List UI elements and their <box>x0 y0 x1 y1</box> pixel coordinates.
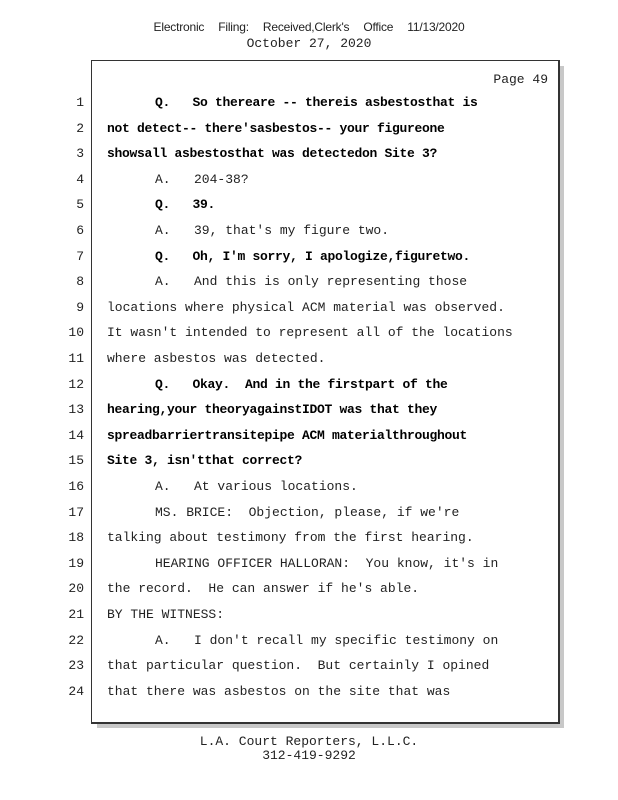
line-number: 11 <box>68 351 84 366</box>
line-number: 14 <box>68 427 84 443</box>
transcript-line <box>0 556 618 581</box>
line-number: 23 <box>68 658 84 674</box>
line-text: showsall asbestosthat was detectedon Site 3? <box>107 146 438 162</box>
transcript-line <box>0 633 618 658</box>
line-text: A. And this is only representing those <box>155 274 468 290</box>
line-text: Q. Oh, I'm sorry, I apologize,figuretwo. <box>155 248 471 264</box>
line-number: 5 <box>76 197 84 213</box>
line-number: 22 <box>68 632 84 648</box>
line-text: A. At various locations. <box>155 479 358 494</box>
line-text: talking about testimony from the first hearing. <box>107 530 474 546</box>
transcript-line <box>0 453 618 478</box>
line-number: 15 <box>68 453 84 469</box>
line-text: hearing,your theoryagainstIDOT was that they <box>107 402 438 418</box>
line-number: 1 <box>76 95 84 110</box>
line-text: Q. So thereare -- thereis asbestosthat is <box>155 95 478 110</box>
transcript-line <box>0 223 618 248</box>
transcript-line <box>0 607 618 632</box>
transcript-line <box>0 351 618 376</box>
line-number: 18 <box>68 530 84 546</box>
transcript-line <box>0 402 618 427</box>
line-text: HEARING OFFICER HALLORAN: You know, it's in <box>155 555 499 571</box>
filing-word-received: Received,Clerk's <box>262 20 350 34</box>
transcript-line <box>0 274 618 299</box>
line-text: Q. Okay. And in the firstpart of the <box>155 376 448 392</box>
transcript-line <box>0 121 618 146</box>
line-text: the record. He can answer if he's able. <box>107 581 420 597</box>
line-text: where asbestos was detected. <box>107 351 326 366</box>
transcript-line <box>0 146 618 171</box>
transcript-line <box>0 300 618 325</box>
line-number: 17 <box>68 504 84 520</box>
transcript-line <box>0 95 618 120</box>
line-text: A. 39, that's my figure two. <box>155 223 390 238</box>
line-text: Q. 39. <box>155 197 216 213</box>
line-text: It wasn't intended to represent all of the locations <box>107 325 513 341</box>
filing-word-electronic: Electronic <box>153 20 205 34</box>
line-number: 3 <box>76 146 84 162</box>
line-text: Site 3, isn'tthat correct? <box>107 453 303 469</box>
line-number: 8 <box>76 274 84 290</box>
transcript-line <box>0 197 618 222</box>
line-number: 4 <box>76 171 84 187</box>
transcript-date: October 27, 2020 <box>246 36 372 51</box>
filing-word-filing: Filing: <box>218 20 249 34</box>
line-text: not detect-- there'sasbestos-- your figureone <box>107 120 445 136</box>
transcript-line <box>0 684 618 709</box>
line-number: 16 <box>68 479 84 494</box>
transcript-line <box>0 479 618 504</box>
transcript-line <box>0 581 618 606</box>
line-number: 12 <box>68 376 84 392</box>
line-text: spreadbarriertransitepipe ACM materialthroughout <box>107 427 468 443</box>
transcript-line <box>0 172 618 197</box>
line-text: locations where physical ACM material was observed. <box>107 299 505 315</box>
page-number: Page 49 <box>493 72 548 87</box>
line-text: that there was asbestos on the site that was <box>107 683 451 699</box>
transcript-line <box>0 505 618 530</box>
line-text: A. I don't recall my specific testimony on <box>155 632 499 648</box>
line-text: MS. BRICE: Objection, please, if we're <box>155 504 460 520</box>
line-number: 13 <box>68 402 84 418</box>
transcript-line <box>0 249 618 274</box>
filing-date: 11/13/2020 <box>407 20 465 34</box>
footer-phone: 312-419-9292 <box>262 748 356 763</box>
line-number: 24 <box>68 683 84 699</box>
line-number: 9 <box>76 299 84 315</box>
line-number: 19 <box>68 555 84 571</box>
line-number: 7 <box>76 248 84 264</box>
line-number: 2 <box>76 120 84 136</box>
line-number: 21 <box>68 607 84 622</box>
transcript-line <box>0 530 618 555</box>
line-number: 6 <box>76 223 84 238</box>
footer-company: L.A. Court Reporters, L.L.C. <box>199 734 419 749</box>
transcript-line <box>0 325 618 350</box>
line-text: that particular question. But certainly I opined <box>107 658 490 674</box>
line-number: 10 <box>68 325 84 341</box>
transcript-line <box>0 377 618 402</box>
line-text: BY THE WITNESS: <box>107 607 225 622</box>
line-number: 20 <box>68 581 84 597</box>
filing-word-office: Office <box>363 20 394 34</box>
line-text: A. 204-38? <box>155 171 249 187</box>
filing-stamp <box>0 20 618 34</box>
transcript-line <box>0 428 618 453</box>
transcript-line <box>0 658 618 683</box>
